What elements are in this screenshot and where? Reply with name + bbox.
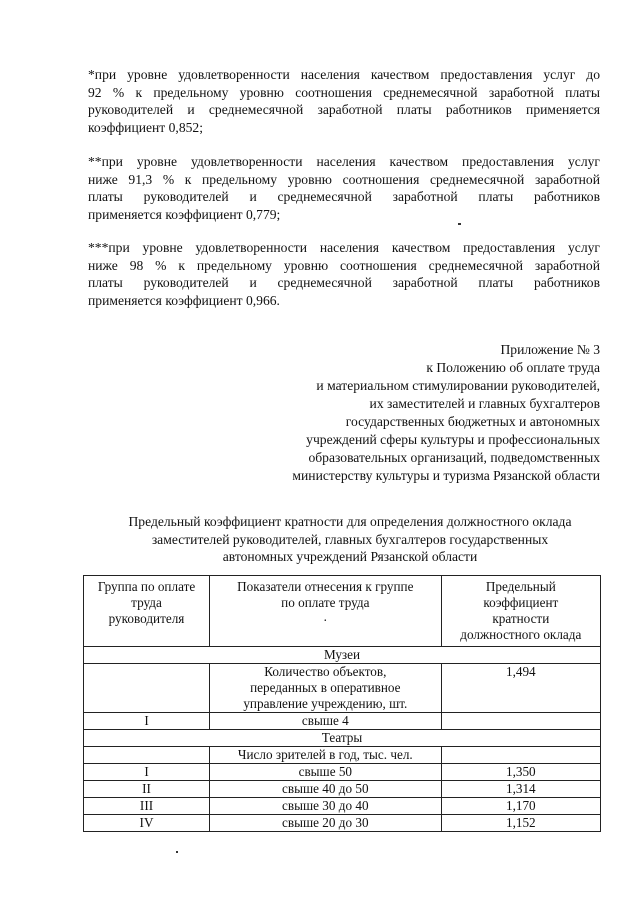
coefficient-cell: 1,350 xyxy=(441,764,600,781)
criterion-cell: свыше 20 до 30 xyxy=(210,815,442,832)
footnote-paragraph-3 xyxy=(88,239,600,309)
appendix-line: к Положению об оплате труда xyxy=(426,360,600,375)
coefficient-cell xyxy=(441,747,600,764)
indicator-cell xyxy=(210,664,442,713)
section-name: Театры xyxy=(84,730,601,747)
scan-speck xyxy=(176,851,178,853)
section-row-museums xyxy=(84,647,601,664)
header-text: по оплате труда xyxy=(281,595,370,610)
text-line: ниже 91,3 % к предельному уровню соотношения среднемесячной заработной xyxy=(88,171,600,187)
appendix-line: образовательных организаций, подведомственных xyxy=(308,450,600,465)
empty-cell xyxy=(84,747,210,764)
header-text: коэффициент xyxy=(483,595,559,610)
group-cell: I xyxy=(84,764,210,781)
appendix-header xyxy=(180,341,600,485)
indicator-text: Количество объектов, xyxy=(264,664,387,679)
text-line: ***при уровне удовлетворенности населения качеством предоставления услуг xyxy=(88,240,600,255)
appendix-line: государственных бюджетных и автономных xyxy=(345,414,600,429)
title-line: заместителей руководителей, главных бухгалтеров государственных xyxy=(151,531,549,547)
title-line: автономных учреждений Рязанской области xyxy=(222,549,478,564)
header-text: кратности xyxy=(492,611,550,626)
text-line: платы руководителей и среднемесячной заработной платы работников xyxy=(88,189,600,204)
title-line: Предельный коэффициент кратности для определения должностного оклада xyxy=(128,514,572,529)
text-line: применяется коэффициент 0,779; xyxy=(88,206,281,222)
table-row xyxy=(84,764,601,781)
section-row-theatres xyxy=(84,730,601,747)
appendix-line: министерству культуры и туризма Рязанской области xyxy=(292,468,600,483)
header-text: Предельный xyxy=(485,579,556,594)
indicator-row xyxy=(84,664,601,713)
table-row xyxy=(84,815,601,832)
header-text: труда xyxy=(131,595,162,610)
header-indicators xyxy=(210,576,442,647)
header-text: руководителя xyxy=(108,611,185,626)
section-name: Музеи xyxy=(84,647,601,664)
group-cell: III xyxy=(84,798,210,815)
coefficient-cell: 1,170 xyxy=(441,798,600,815)
coefficient-table xyxy=(83,575,601,832)
criterion-cell: свыше 30 до 40 xyxy=(210,798,442,815)
footnote-paragraph-2 xyxy=(88,153,600,223)
text-line: *при уровне удовлетворенности населения качеством предоставления услуг до xyxy=(88,67,600,82)
appendix-line: учреждений сферы культуры и профессиональных xyxy=(306,432,600,447)
header-coefficient xyxy=(441,576,600,647)
text-line: 92 % к предельному уровню соотношения среднемесячной заработной платы xyxy=(88,84,600,100)
appendix-line: Приложение № 3 xyxy=(500,342,600,357)
scan-speck xyxy=(458,223,461,225)
coefficient-cell: 1,152 xyxy=(441,815,600,832)
text-line: коэффициент 0,852; xyxy=(88,119,204,135)
header-text: Показатели отнесения к группе xyxy=(237,579,414,594)
indicator-row xyxy=(84,747,601,764)
header-group xyxy=(84,576,210,647)
appendix-line: их заместителей и главных бухгалтеров xyxy=(369,396,600,411)
group-cell: I xyxy=(84,713,210,730)
coefficient-cell: 1,494 xyxy=(441,664,600,713)
group-cell: IV xyxy=(84,815,210,832)
header-text: должностного оклада xyxy=(460,627,582,642)
table-row xyxy=(84,713,601,730)
coefficient-cell xyxy=(441,713,600,730)
text-line: применяется коэффициент 0,966. xyxy=(88,292,280,308)
table-row xyxy=(84,798,601,815)
header-text: Группа по оплате xyxy=(97,579,196,594)
header-text: . xyxy=(323,609,327,624)
group-cell: II xyxy=(84,781,210,798)
criterion-cell: свыше 4 xyxy=(210,713,442,730)
criterion-cell: свыше 50 xyxy=(210,764,442,781)
table-header-row xyxy=(84,576,601,647)
footnote-paragraph-1 xyxy=(88,66,600,136)
empty-cell xyxy=(84,664,210,713)
appendix-line: и материальном стимулировании руководителей, xyxy=(316,378,600,393)
table-row xyxy=(84,781,601,798)
indicator-cell: Число зрителей в год, тыс. чел. xyxy=(210,747,442,764)
table-title xyxy=(60,513,640,566)
text-line: ниже 98 % к предельному уровню соотношения среднемесячной заработной xyxy=(88,257,600,273)
indicator-text: переданных в оперативное xyxy=(250,680,401,695)
text-line: платы руководителей и среднемесячной заработной платы работников xyxy=(88,275,600,290)
text-line: руководителей и среднемесячной заработной платы работников применяется xyxy=(88,102,600,117)
coefficient-cell: 1,314 xyxy=(441,781,600,798)
criterion-cell: свыше 40 до 50 xyxy=(210,781,442,798)
indicator-text: управление учреждению, шт. xyxy=(243,696,408,711)
text-line: **при уровне удовлетворенности населения качеством предоставления услуг xyxy=(88,154,600,169)
